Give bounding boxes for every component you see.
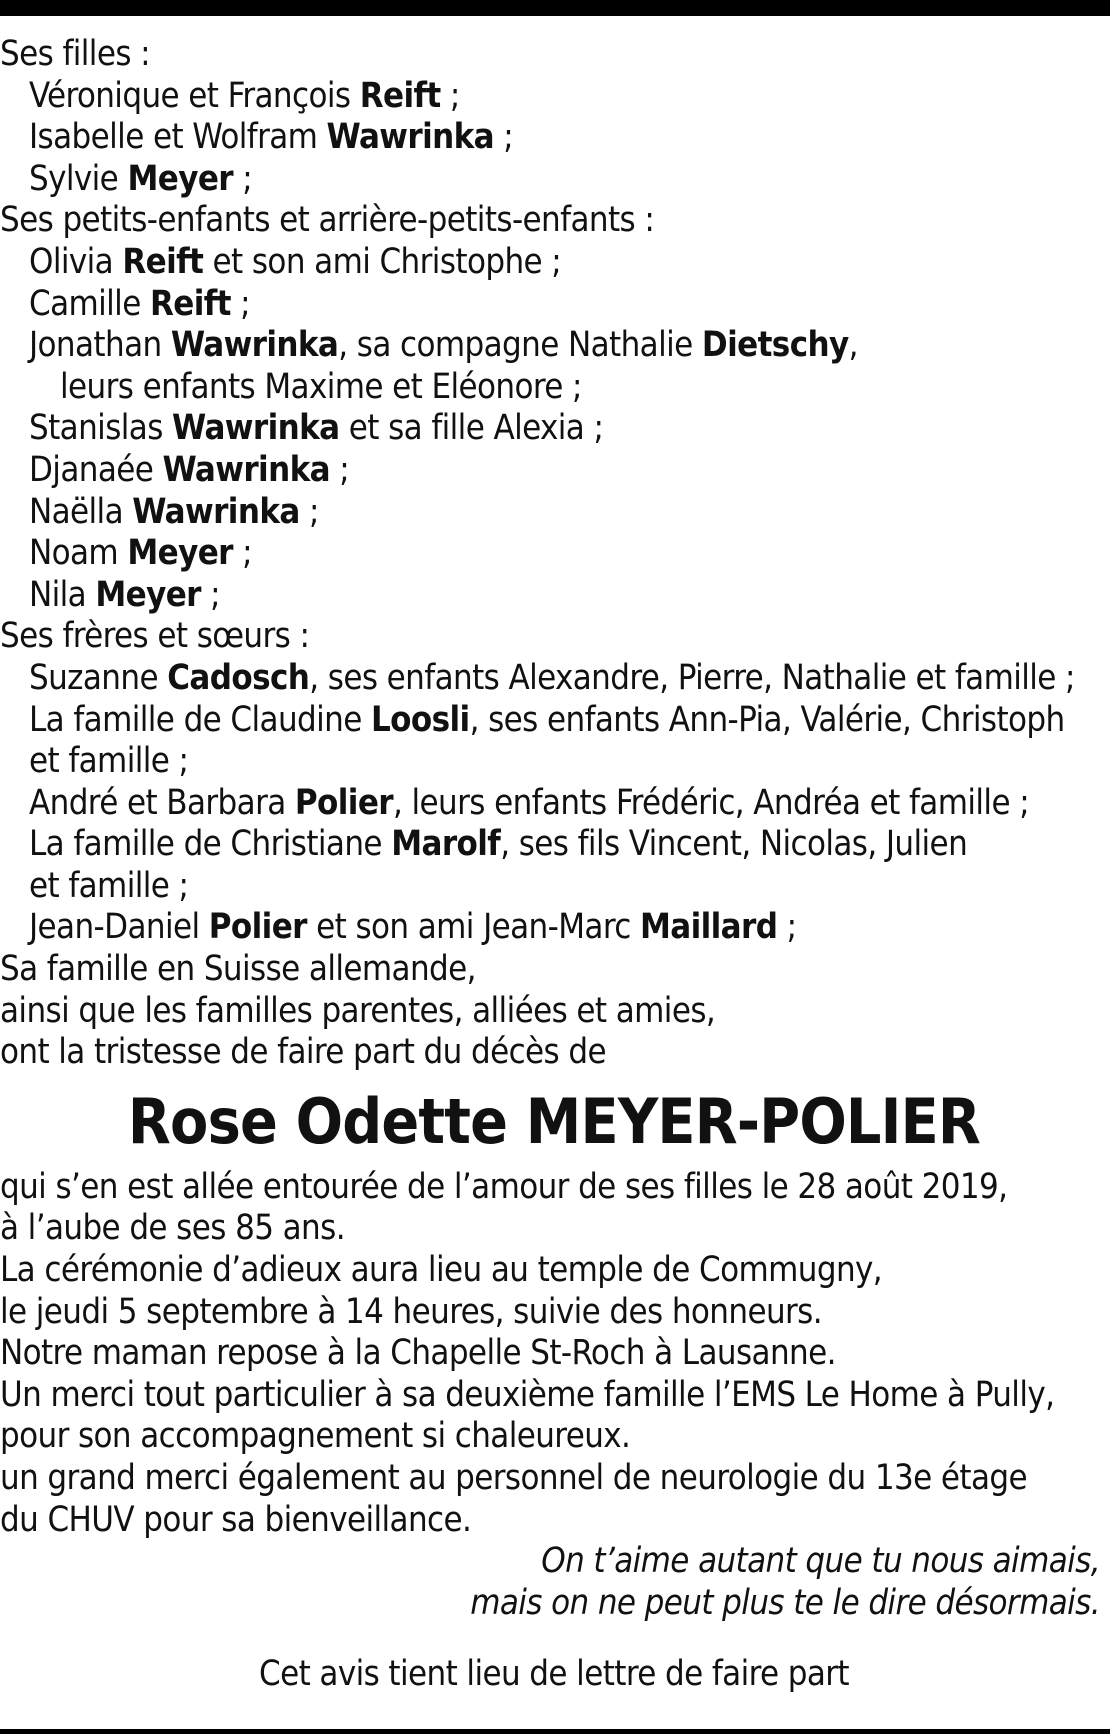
- sibling-line: André et Barbara Polier, leurs enfants Frédéric, Andréa et famille ;: [29, 782, 1030, 823]
- grandchild-line-continuation: leurs enfants Maxime et Eléonore ;: [60, 366, 582, 407]
- sibling-line: Suzanne Cadosch, ses enfants Alexandre, Pierre, Nathalie et famille ;: [29, 657, 1075, 698]
- daughter-line: Véronique et François Reift ;: [29, 75, 460, 116]
- quote-line: mais on ne peut plus te le dire désormais.: [470, 1582, 1100, 1623]
- daughter-line: Sylvie Meyer ;: [29, 158, 253, 199]
- bottom-border-rule: [0, 1729, 1110, 1734]
- body-line: Un merci tout particulier à sa deuxième famille l’EMS Le Home à Pully,: [0, 1374, 1055, 1415]
- body-line: qui s’en est allée entourée de l’amour de ses filles le 28 août 2019,: [0, 1166, 1008, 1207]
- grandchild-line: Jonathan Wawrinka, sa compagne Nathalie Dietschy,: [29, 325, 858, 366]
- intro-line: ainsi que les familles parentes, alliées et amies,: [0, 990, 716, 1031]
- grandchild-line: Camille Reift ;: [29, 283, 251, 324]
- top-border-rule: [0, 0, 1110, 16]
- body-line: un grand merci également au personnel de neurologie du 13e étage: [0, 1458, 1027, 1498]
- sibling-line-continuation: et famille ;: [29, 741, 189, 782]
- grandchild-line: Olivia Reift et son ami Christophe ;: [29, 241, 562, 282]
- sibling-line-continuation: et famille ;: [29, 865, 189, 906]
- intro-line: ont la tristesse de faire part du décès de: [0, 1032, 606, 1073]
- grandchild-line: Noam Meyer ;: [29, 533, 252, 574]
- grandchildren-heading: Ses petits-enfants et arrière-petits-enfants :: [0, 200, 655, 241]
- daughter-line: Isabelle et Wolfram Wawrinka ;: [29, 117, 514, 158]
- sibling-line: La famille de Christiane Marolf, ses fils Vincent, Nicolas, Julien: [29, 824, 968, 865]
- deceased-name: Rose Odette MEYER-POLIER: [127, 1084, 981, 1158]
- body-line: La cérémonie d’adieux aura lieu au temple de Commugny,: [0, 1250, 883, 1291]
- sibling-line: Jean-Daniel Polier et son ami Jean-Marc Maillard ;: [29, 907, 797, 948]
- closing-note: Cet avis tient lieu de lettre de faire part: [259, 1654, 849, 1695]
- quote-line: On t’aime autant que tu nous aimais,: [541, 1541, 1100, 1582]
- siblings-heading: Ses frères et sœurs :: [0, 616, 310, 657]
- body-line: Notre maman repose à la Chapelle St-Roch à Lausanne.: [0, 1333, 836, 1374]
- body-line: le jeudi 5 septembre à 14 heures, suivie des honneurs.: [0, 1291, 822, 1332]
- intro-line: Sa famille en Suisse allemande,: [0, 949, 476, 990]
- sibling-line: La famille de Claudine Loosli, ses enfants Ann-Pia, Valérie, Christoph: [29, 699, 1065, 740]
- obituary-notice: [0, 34, 1100, 1696]
- grandchild-line: Nila Meyer ;: [29, 574, 221, 615]
- body-line: à l’aube de ses 85 ans.: [0, 1208, 345, 1249]
- daughters-heading: Ses filles :: [0, 34, 151, 74]
- body-line: pour son accompagnement si chaleureux.: [0, 1416, 631, 1457]
- body-line: du CHUV pour sa bienveillance.: [0, 1499, 472, 1540]
- grandchild-line: Stanislas Wawrinka et sa fille Alexia ;: [29, 408, 604, 449]
- grandchild-line: Naëlla Wawrinka ;: [29, 491, 319, 532]
- grandchild-line: Djanaée Wawrinka ;: [29, 449, 350, 490]
